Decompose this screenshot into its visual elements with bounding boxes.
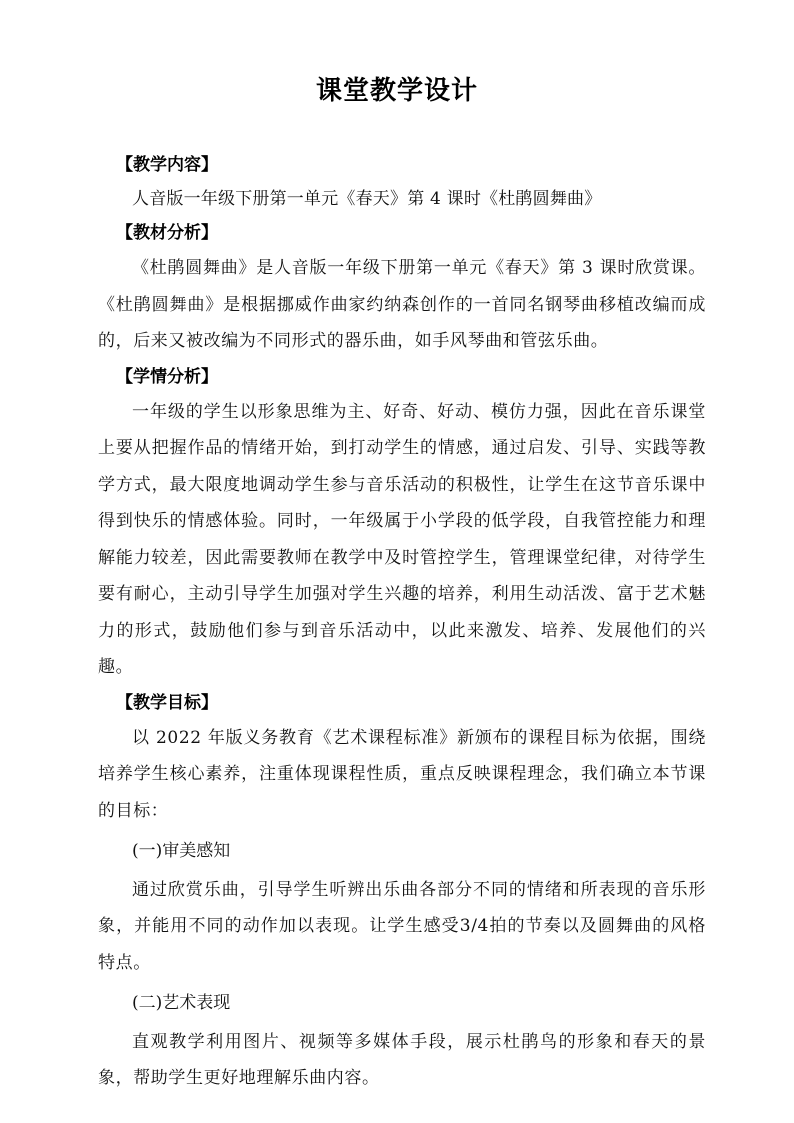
section-heading-material: 【教材分析】 (116, 223, 218, 243)
goal-label-aesthetic: (一)审美感知 (132, 841, 231, 861)
section-heading-goals: 【教学目标】 (116, 692, 218, 713)
section-text-content: 人音版一年级下册第一单元《春天》第 4 课时《杜鹃圆舞曲》 (132, 189, 602, 209)
document-title: 课堂教学设计 (315, 76, 478, 106)
section-text-students: 一年级的学生以形象思维为主、好奇、好动、模仿力强，因此在音乐课堂上要从把握作品的情绪开始，到打动学生的情感，通过启发、引导、实践等教学方式，最大限度地调动学生参与音乐活动的积极性，让学生在这节音乐课中得到快乐的情感体验。同时，一年级属于小学段的低学段，自我管控能力和理解能力较差，因此需要教师在教学中及时管控学生，管理课堂纪律，对待学生要有耐心，主动引导学生加强对学生兴趣的培养，利用生动活泼、富于艺术魅力的形式，鼓励他们参与到音乐活动中，以此来激发、培养、发展他们的兴趣。 (98, 401, 706, 677)
goal-text-aesthetic: 通过欣赏乐曲，引导学生听辨出乐曲各部分不同的情绪和所表现的音乐形象，并能用不同的动作加以表现。让学生感受3/4拍的节奏以及圆舞曲的风格特点。 (98, 879, 706, 973)
section-heading-content: 【教学内容】 (116, 155, 218, 175)
section-heading-students: 【学情分析】 (116, 366, 218, 387)
document-body (98, 148, 706, 1097)
section-text-goals: 以 2022 年版义务教育《艺术课程标准》新颁布的课程目标为依据，围绕培养学生核心素养，注重体现课程性质，重点反映课程理念，我们确立本节课的目标： (98, 727, 706, 821)
goal-label-expression: (二)艺术表现 (132, 993, 231, 1013)
goal-text-expression: 直观教学利用图片、视频等多媒体手段，展示杜鹃鸟的形象和春天的景象，帮助学生更好地理解乐曲内容。 (98, 1031, 706, 1088)
section-text-material: 《杜鹃圆舞曲》是人音版一年级下册第一单元《春天》第 3 课时欣赏课。《杜鹃圆舞曲》是根据挪威作曲家约纳森创作的一首同名钢琴曲移植改编而成的，后来又被改编为不同形式的器乐曲，如手风琴曲和管弦乐曲。 (98, 258, 706, 351)
